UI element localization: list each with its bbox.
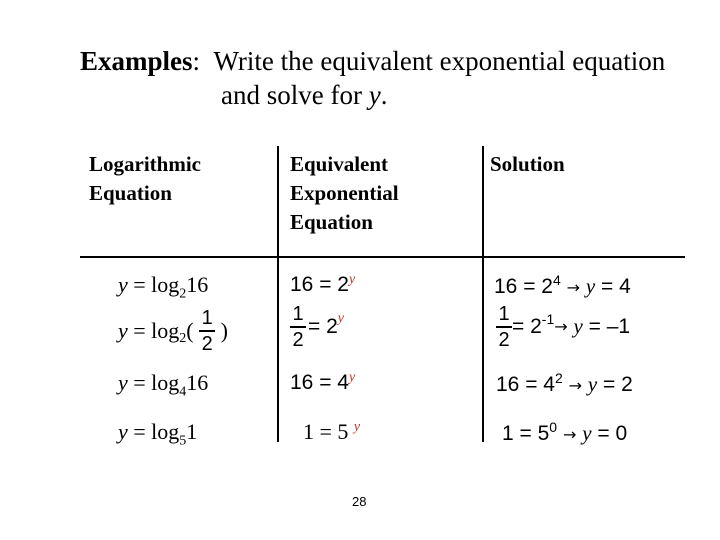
fraction-one-half: $\frac{1}{2}$	[290, 303, 306, 351]
row2-solution: $\frac{1}{2}$ = 2 $^{-1}$ → y = –1	[496, 303, 630, 351]
header-divider	[80, 256, 685, 258]
row3-solution: $16 = 4^2 \to y = 2$	[496, 370, 633, 396]
slide-title-line2: and solve for y.	[221, 80, 388, 110]
header-solution: Solution	[490, 152, 565, 176]
slide-title-line1: Examples: Write the equivalent exponential equation	[80, 46, 666, 76]
header-logarithmic-equation: Logarithmic Equation	[89, 152, 201, 205]
row1-log-equation: $y = \log_216$	[118, 272, 209, 302]
examples-label: Examples	[80, 46, 193, 76]
row4-exp-equation: 1 = 5 $^y$	[303, 419, 361, 444]
fraction-one-half: $\frac{1}{2}$	[496, 303, 512, 351]
row3-log-equation: $y = \log_416$	[118, 370, 209, 400]
column-divider-1	[277, 146, 279, 442]
row2-log-equation: y = log $_2$ ( $\frac{1}{2}$ )	[118, 307, 228, 355]
row1-solution: $16 = 2^4 \to y = 4$	[494, 272, 631, 298]
row3-exp-equation: $16 = 4^y$	[290, 370, 356, 394]
column-divider-2	[482, 146, 484, 442]
title-instruction: Write the equivalent exponential equation	[213, 46, 666, 76]
row4-log-equation: $y = \log_51$	[118, 419, 198, 449]
page-number: 28	[352, 494, 367, 509]
header-equivalent-exponential-equation: Equivalent Exponential Equation	[290, 152, 399, 234]
fraction-one-half: $\frac{1}{2}$	[199, 307, 215, 355]
row1-exp-equation: $16 = 2^y$	[290, 272, 356, 296]
row4-solution: $1 = 5^0 \to y = 0$	[502, 419, 628, 445]
row2-exp-equation: $\frac{1}{2}$ = 2 $^y$	[290, 303, 344, 351]
